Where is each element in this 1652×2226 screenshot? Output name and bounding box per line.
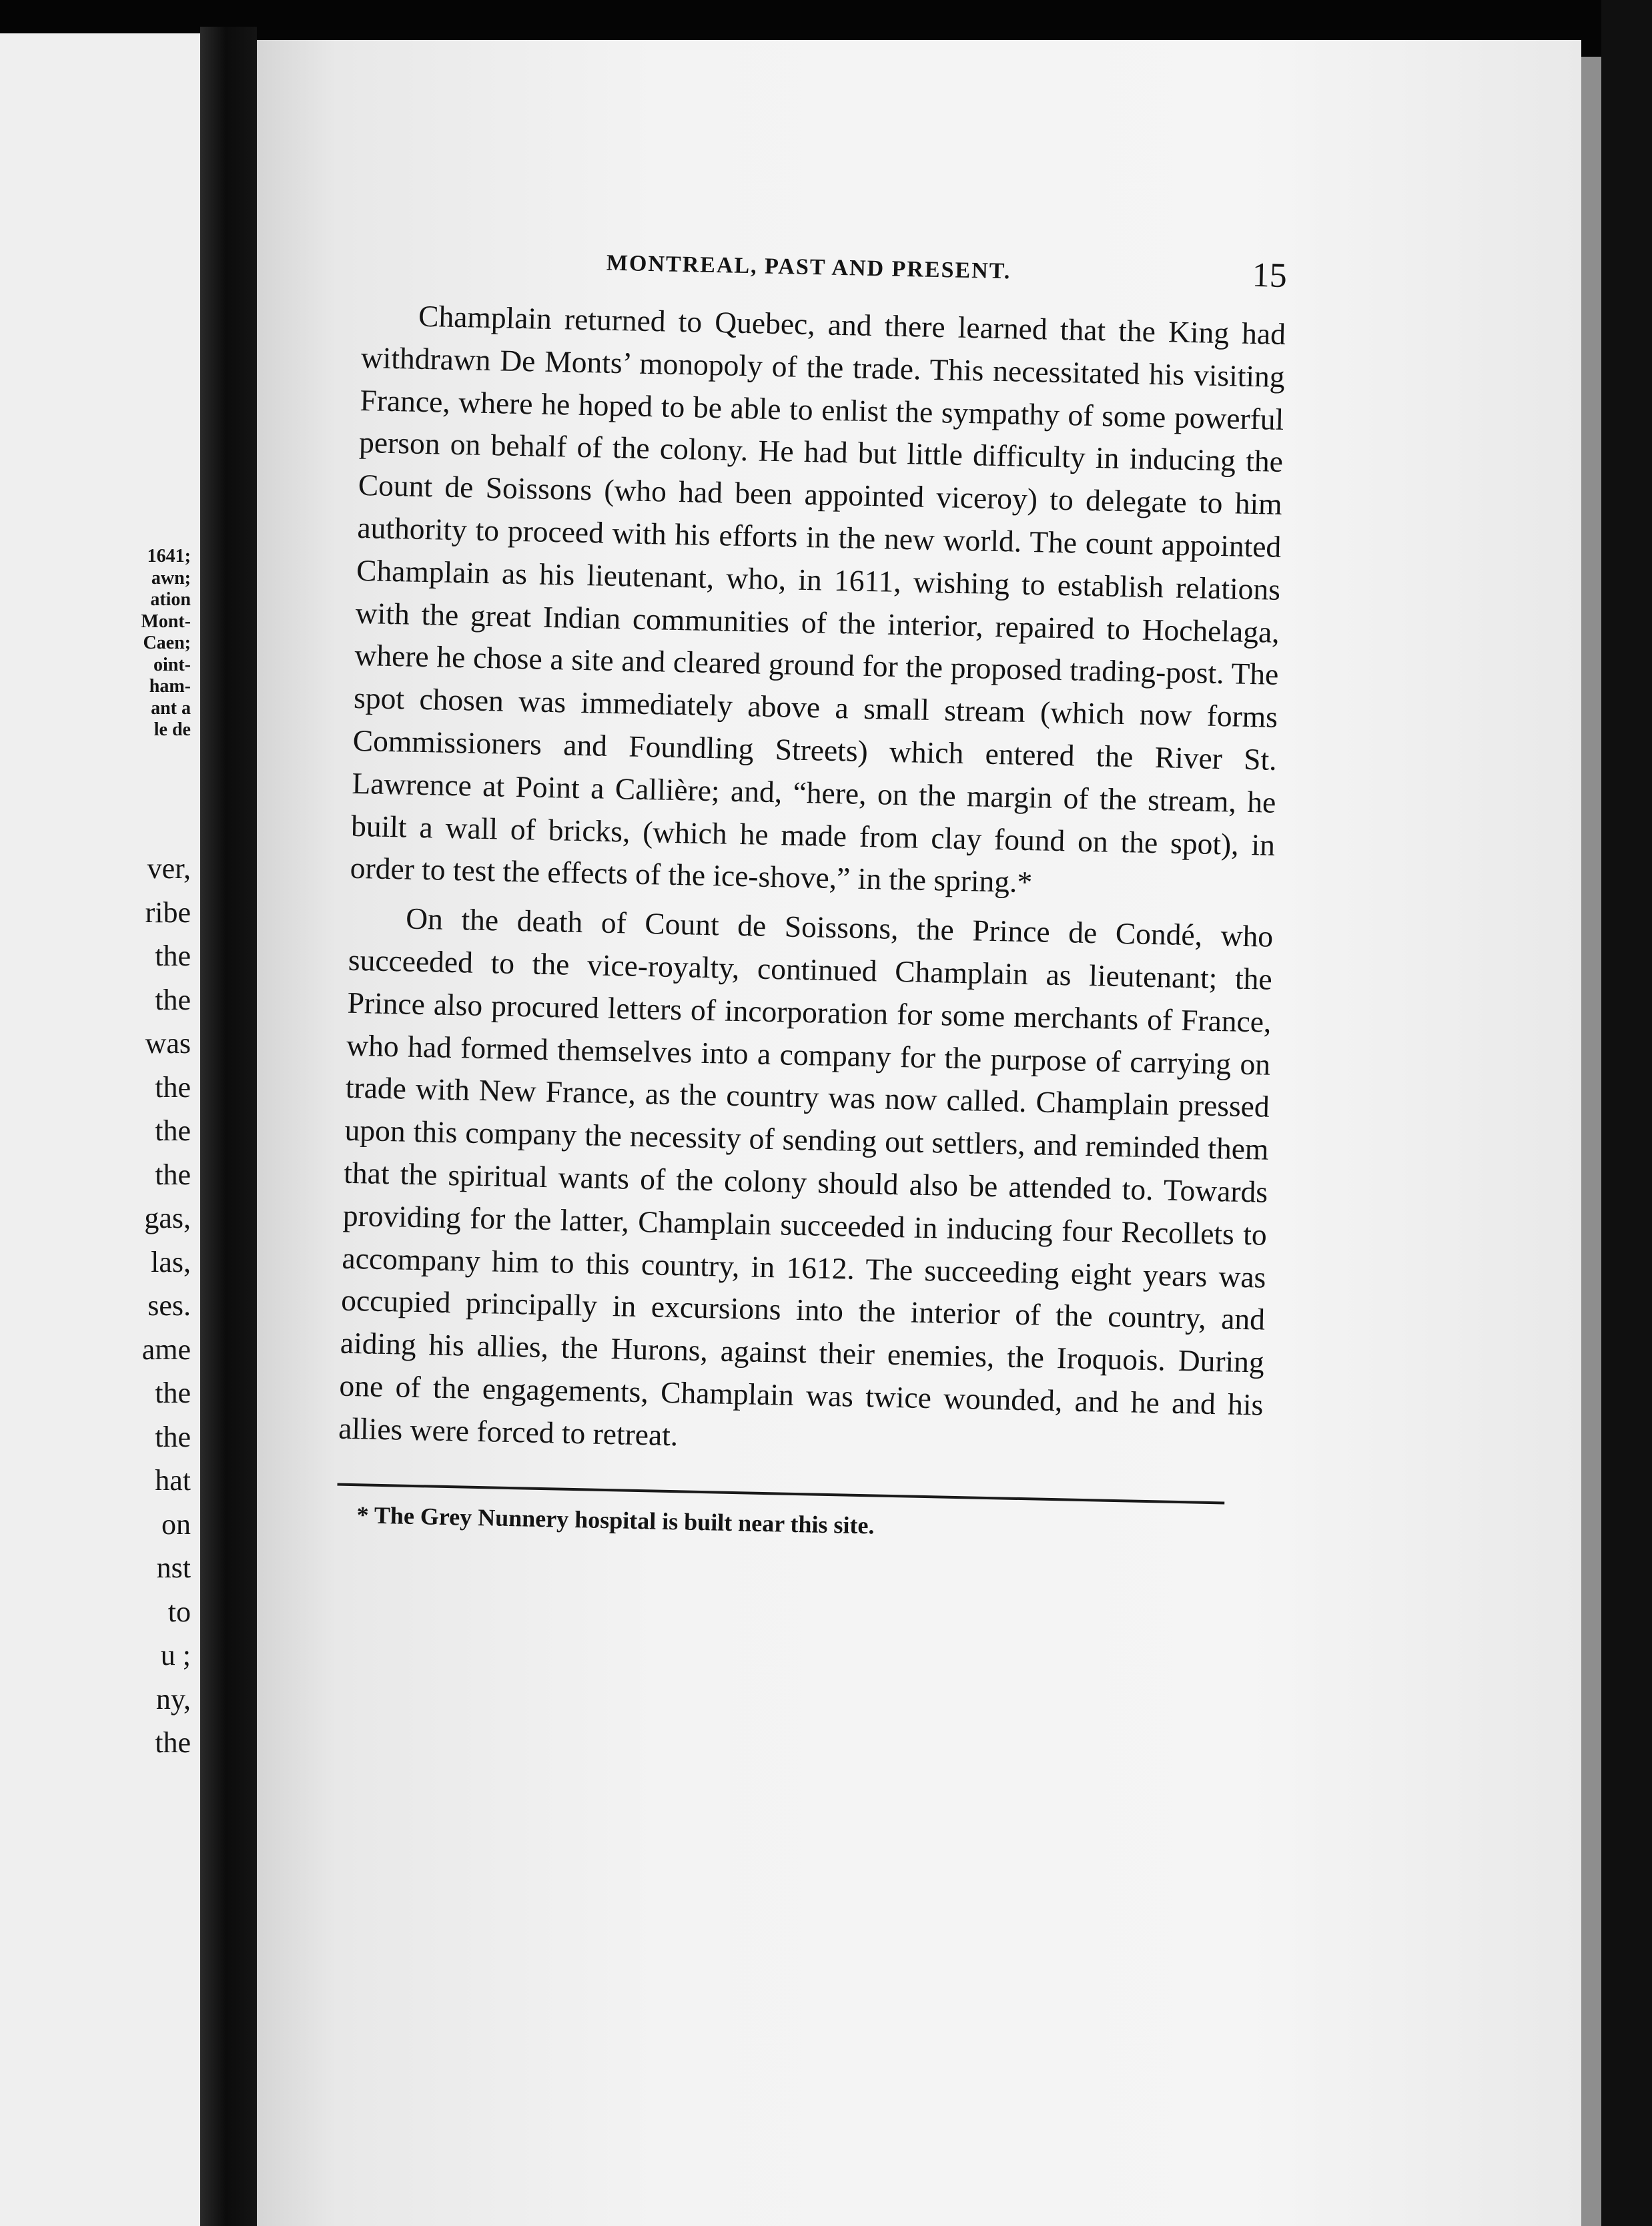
previous-page-line: ation <box>150 589 191 610</box>
paragraph: Champlain returned to Quebec, and there learned that the King had withdrawn De Monts’ monopoly of the trade. This necessitated his visiting France, where he hoped to be able to enlist the sympathy of some powerful person on behalf of the colony. He had but little difficulty in inducing the Count de Soissons (who had been appointed viceroy) to delegate to him authority to proceed with his efforts in the new world. The count appointed Champlain as his lieutenant, who, in 1611, wishing to establish relations with the great Indian communities of the interior, repaired to Hochelaga, where he chose a site and cleared ground for the proposed trading-post. The spot chosen was immediately above a small stream (which now forms Commissioners and Foundling Streets) which entered the River St. Lawrence at Point a Callière; and, “here, on the margin of the stream, he built a wall of bricks, (which he made from clay found on the spot), in order to test the effects of the ice-shove,” in the spring.* <box>350 298 1286 899</box>
page-edge <box>1581 57 1601 2226</box>
previous-page-line: las, <box>151 1245 191 1278</box>
previous-page-line: the <box>155 1070 191 1104</box>
previous-page-line: ham- <box>149 676 191 697</box>
previous-page-line: ver, <box>147 852 191 885</box>
previous-page-line: the <box>155 983 191 1016</box>
scan-border <box>1601 0 1652 2226</box>
previous-page-line: Caen; <box>143 633 191 653</box>
previous-page-line: oint- <box>153 654 191 675</box>
previous-page-line: ribe <box>145 895 191 929</box>
footnote-rule <box>337 1483 1224 1504</box>
previous-page-line: the <box>155 1114 191 1147</box>
previous-page-line: the <box>155 1726 191 1759</box>
running-title: MONTREAL, PAST AND PRESENT. <box>606 250 1011 284</box>
previous-page-line: 1641; <box>147 546 191 567</box>
previous-page-line: ame <box>141 1333 191 1366</box>
previous-page-line: u ; <box>160 1639 191 1672</box>
previous-page-line: awn; <box>151 567 191 589</box>
previous-page-fragment <box>0 33 200 2226</box>
previous-page-line: le de <box>153 719 191 740</box>
body-text <box>338 294 1286 1469</box>
page-text-block <box>336 227 1288 1548</box>
previous-page-line: was <box>145 1027 191 1060</box>
previous-page-line: gas, <box>144 1202 191 1234</box>
previous-page-line: to <box>167 1595 191 1628</box>
previous-page-line: ant a <box>151 697 191 719</box>
previous-page-line: nst <box>156 1551 191 1584</box>
previous-page-line: the <box>155 1377 191 1409</box>
footnote: * The Grey Nunnery hospital is built near this site. <box>356 1501 875 1539</box>
page-number: 15 <box>1252 256 1288 295</box>
previous-page-line: the <box>155 940 191 972</box>
previous-page-line: ny, <box>155 1682 191 1716</box>
previous-page-line: the <box>155 1158 191 1191</box>
previous-page-line: hat <box>155 1464 191 1497</box>
book-gutter <box>200 27 257 2226</box>
paragraph: On the death of Count de Soissons, the Prince de Condé, who succeeded to the vice-royalty, continued Champlain as lieutenant; the Prince also procured letters of incorporation for some merchants of France, who had formed themselves into a company for the purpose of carrying on trade with New France, as the country was now called. Champlain pressed upon this company the necessity of sending out settlers, and reminded them that the spiritual wants of the colony should also be attended to. Towards providing for the latter, Champlain succeeded in inducing four Recollets to accompany him to this country, in 1612. The succeeding eight years was occupied principally in excursions into the interior of the country, and aiding his allies, the Hurons, against their enemies, the Iroquois. During one of the engagements, Champlain was twice wounded, and he and his allies were forced to retreat. <box>338 901 1274 1452</box>
previous-page-line: Mont- <box>141 611 191 632</box>
previous-page-line: ses. <box>147 1289 191 1322</box>
previous-page-line: the <box>155 1420 191 1453</box>
previous-page-line: on <box>161 1507 191 1541</box>
